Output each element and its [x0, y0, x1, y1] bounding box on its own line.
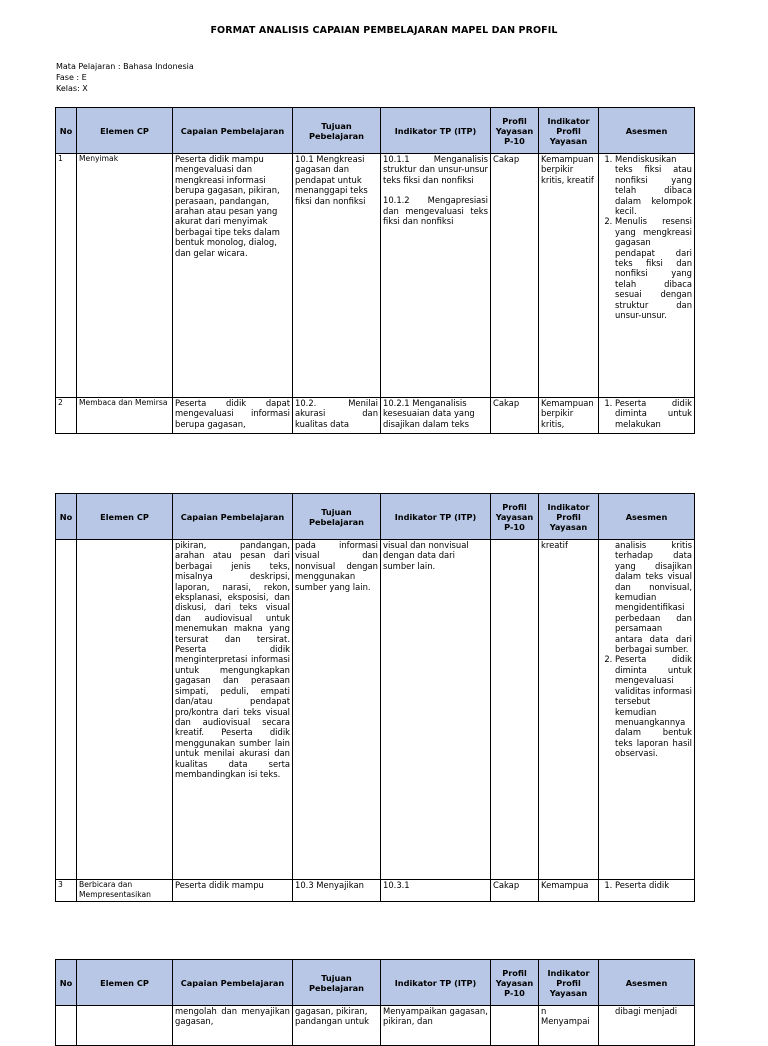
table-row [56, 1006, 695, 1046]
asesmen-item: 1. Peserta didik diminta untuk melakukan [615, 398, 692, 429]
cell-profil: Cakap [491, 154, 539, 398]
col-header-capaian: Capaian Pembelajaran [173, 960, 293, 1006]
col-header-indikator-profil: Indikator Profil Yayasan [539, 960, 599, 1006]
cell-tujuan: gagasan, pikiran, pandangan untuk [293, 1006, 381, 1046]
col-header-profil: Profil Yayasan P-10 [491, 108, 539, 154]
asesmen-continued: analisis kritis terhadap data yang disajikan dalam teks visual dan nonvisual, kemudian mengidentifikasi perbedaan dan persamaan antara data dari berbagai sumber. [615, 540, 692, 655]
itp-item: 10.1.1 Menganalisis struktur dan unsur-unsur teks fiksi dan nonfiksi [383, 154, 488, 185]
cell-tujuan: 10.3 Menyajikan [293, 880, 381, 902]
cell-tujuan: 10.1 Mengkreasi gagasan dan pendapat untuk menanggapi teks fiksi dan nonfiksi [293, 154, 381, 398]
cell-indikator-profil: Kemampua [539, 880, 599, 902]
col-header-indikator-profil: Indikator Profil Yayasan [539, 494, 599, 540]
cell-itp [381, 154, 491, 398]
table-header-row [56, 960, 695, 1006]
cell-itp: 10.3.1 [381, 880, 491, 902]
cell-capaian: pikiran, pandangan, arahan atau pesan dari berbagai jenis teks, misalnya deskripsi, laporan, narasi, rekon, eksplanasi, eksposisi, dan diskusi, dari teks visual dan audiovisual untuk menemukan makna yang tersurat dan tersirat. Peserta didik menginterpretasi informasi untuk mengungkapkan gagasan dan perasaan simpati, peduli, empati dan/atau pendapat pro/kontra dari teks visual dan audiovisual secara kreatif. Peserta didik menggunakan sumber lain untuk menilai akurasi dan kualitas data serta membandingkan isi teks. [173, 540, 293, 880]
document-meta [56, 61, 194, 94]
col-header-no: No [56, 960, 77, 1006]
col-header-asesmen: Asesmen [599, 108, 695, 154]
asesmen-item: 1. Mendiskusikan teks fiksi atau nonfiksi yang telah dibaca dalam kelompok kecil. [615, 154, 692, 216]
asesmen-item: 2. Menulis resensi yang mengkreasi gagasan pendapat dari teks fiksi dan nonfiksi yang telah dibaca sesuai dengan struktur dan unsur-unsur. [615, 216, 692, 320]
cp-analysis-table-1 [55, 107, 695, 434]
cell-asesmen [599, 398, 695, 434]
col-header-asesmen: Asesmen [599, 960, 695, 1006]
cell-profil [491, 540, 539, 880]
col-header-asesmen: Asesmen [599, 494, 695, 540]
asesmen-item: 1. Peserta didik [615, 880, 692, 890]
table-header-row [56, 108, 695, 154]
cell-indikator-profil: Kemampuan berpikir kritis, kreatif [539, 154, 599, 398]
table-row [56, 398, 695, 434]
cell-elemen: Berbicara dan Mempresentasikan [77, 880, 173, 902]
cell-no [56, 540, 77, 880]
cell-tujuan: pada informasi visual dan nonvisual dengan menggunakan sumber yang lain. [293, 540, 381, 880]
cell-profil: Cakap [491, 398, 539, 434]
col-header-profil: Profil Yayasan P-10 [491, 960, 539, 1006]
cell-elemen: Menyimak [77, 154, 173, 398]
cell-capaian: Peserta didik mampu mengevaluasi dan mengkreasi informasi berupa gagasan, pikiran, perasaan, pandangan, arahan atau pesan yang akurat dari menyimak berbagai tipe teks dalam bentuk monolog, dialog, dan gelar wicara. [173, 154, 293, 398]
col-header-capaian: Capaian Pembelajaran [173, 494, 293, 540]
col-header-elemen: Elemen CP [77, 108, 173, 154]
cell-capaian: Peserta didik mampu [173, 880, 293, 902]
cell-profil: Cakap [491, 880, 539, 902]
cell-indikator-profil: Kemampuan berpikir kritis, [539, 398, 599, 434]
cell-itp: visual dan nonvisual dengan data dari sumber lain. [381, 540, 491, 880]
cell-indikator-profil: n Menyampai [539, 1006, 599, 1046]
cell-capaian: Peserta didik dapat mengevaluasi informasi berupa gagasan, [173, 398, 293, 434]
col-header-tujuan: Tujuan Pebelajaran [293, 108, 381, 154]
cell-asesmen [599, 154, 695, 398]
col-header-no: No [56, 494, 77, 540]
col-header-no: No [56, 108, 77, 154]
col-header-elemen: Elemen CP [77, 494, 173, 540]
document-title: FORMAT ANALISIS CAPAIAN PEMBELAJARAN MAPEL DAN PROFIL [210, 25, 558, 36]
table-header-row [56, 494, 695, 540]
cell-elemen: Membaca dan Memirsa [77, 398, 173, 434]
meta-mapel: Mata Pelajaran : Bahasa Indonesia [56, 62, 194, 71]
cp-analysis-table-2 [55, 493, 695, 902]
cell-no: 1 [56, 154, 77, 398]
cell-itp: 10.2.1 Menganalisis kesesuaian data yang disajikan dalam teks [381, 398, 491, 434]
col-header-itp: Indikator TP (ITP) [381, 108, 491, 154]
cell-no: 2 [56, 398, 77, 434]
col-header-elemen: Elemen CP [77, 960, 173, 1006]
table-row [56, 880, 695, 902]
col-header-indikator-profil: Indikator Profil Yayasan [539, 108, 599, 154]
cell-elemen [77, 540, 173, 880]
cell-indikator-profil: kreatif [539, 540, 599, 880]
cell-asesmen [599, 880, 695, 902]
col-header-itp: Indikator TP (ITP) [381, 494, 491, 540]
cell-no: 3 [56, 880, 77, 902]
meta-kelas: Kelas: X [56, 84, 88, 93]
col-header-profil: Profil Yayasan P-10 [491, 494, 539, 540]
cell-tujuan: 10.2. Menilai akurasi dan kualitas data [293, 398, 381, 434]
cp-analysis-table-3 [55, 959, 695, 1046]
itp-item: 10.1.2 Mengapresiasi dan mengevaluasi teks fiksi dan nonfiksi [383, 195, 488, 227]
cell-asesmen: dibagi menjadi [599, 1006, 695, 1046]
cell-capaian: mengolah dan menyajikan gagasan, [173, 1006, 293, 1046]
col-header-tujuan: Tujuan Pebelajaran [293, 494, 381, 540]
asesmen-item: 2. Peserta didik diminta untuk mengevaluasi validitas informasi tersebut kemudian menuangkannya dalam bentuk teks laporan hasil observasi. [615, 654, 692, 758]
table-row [56, 154, 695, 398]
cell-asesmen [599, 540, 695, 880]
col-header-capaian: Capaian Pembelajaran [173, 108, 293, 154]
cell-itp: Menyampaikan gagasan, pikiran, dan [381, 1006, 491, 1046]
meta-fase: Fase : E [56, 73, 87, 82]
col-header-itp: Indikator TP (ITP) [381, 960, 491, 1006]
col-header-tujuan: Tujuan Pebelajaran [293, 960, 381, 1006]
table-row [56, 540, 695, 880]
